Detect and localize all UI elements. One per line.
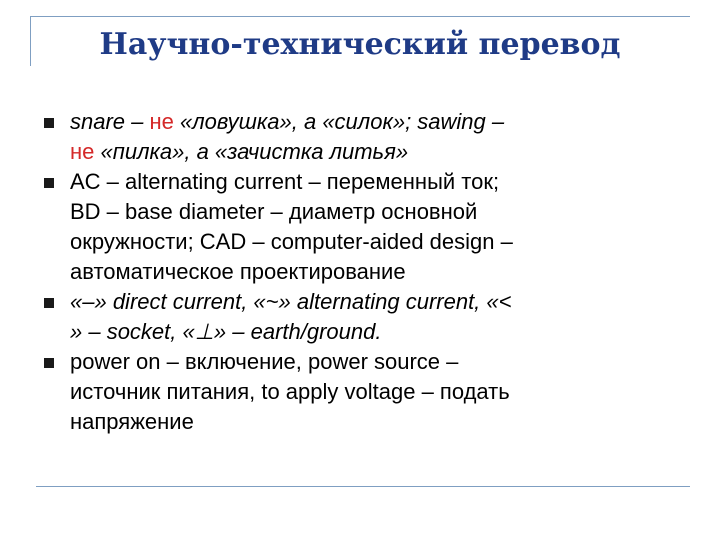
item-line: «–» direct current, «~» alternating current, «< xyxy=(70,289,512,314)
frame-top-line xyxy=(30,16,690,17)
emphasis-word: не xyxy=(70,139,95,164)
list-item xyxy=(44,347,694,437)
item-line: power on – включение, power source – xyxy=(70,349,459,374)
emphasis-word: не xyxy=(149,109,174,134)
bullet-icon xyxy=(44,118,54,128)
text-segment: «ловушка», а «силок»; sawing – xyxy=(173,109,505,134)
item-line: автоматическое проектирование xyxy=(70,259,406,284)
item-line xyxy=(70,107,694,137)
item-line: AC – alternating current – переменный ток; xyxy=(70,169,500,194)
item-line: BD – base diameter – диаметр основной xyxy=(70,199,478,224)
frame-bottom-line xyxy=(36,486,690,487)
slide-title: Научно-технический перевод xyxy=(99,27,621,62)
list-item xyxy=(44,107,694,167)
list-item xyxy=(44,287,694,347)
item-line: напряжение xyxy=(70,409,194,434)
item-line: источник питания, to apply voltage – подать xyxy=(70,379,510,404)
item-line xyxy=(70,137,694,167)
bullet-list xyxy=(44,107,694,437)
text-segment: snare – xyxy=(70,109,150,134)
text-segment: «пилка», а «зачистка литья» xyxy=(94,139,409,164)
item-line: » – socket, «⊥» – earth/ground. xyxy=(70,319,382,344)
bullet-icon xyxy=(44,178,54,188)
list-item xyxy=(44,167,694,287)
bullet-icon xyxy=(44,298,54,308)
item-line: окружности; CAD – computer-aided design – xyxy=(70,229,513,254)
bullet-icon xyxy=(44,358,54,368)
